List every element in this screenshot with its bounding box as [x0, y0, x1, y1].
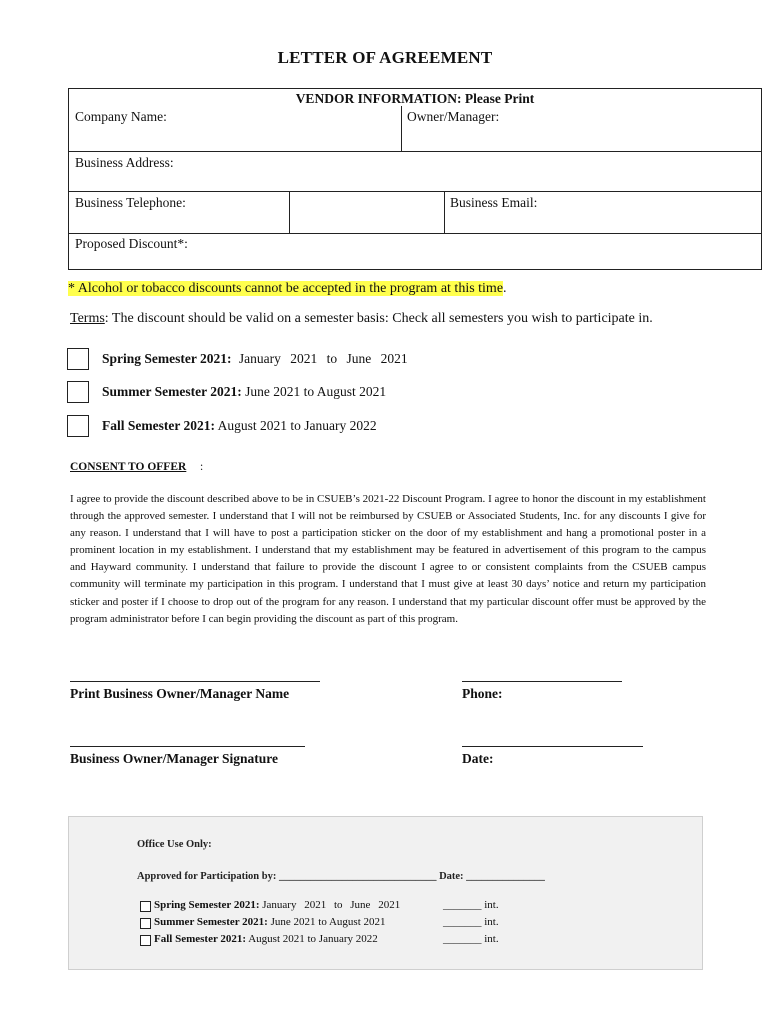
vendor-header: VENDOR INFORMATION: Please Print [295, 91, 535, 106]
vendor-divider [289, 192, 290, 234]
business-telephone-label[interactable]: Business Telephone: [75, 195, 186, 210]
alcohol-note [68, 281, 507, 297]
office-fall-checkbox[interactable] [140, 935, 151, 946]
fall-semester-checkbox[interactable] [67, 415, 89, 437]
vendor-info-table [68, 88, 762, 270]
alcohol-note-end: . [503, 281, 507, 296]
vendor-row-company [69, 89, 761, 152]
vendor-row-contact [69, 192, 761, 234]
phone-label: Phone: [462, 686, 503, 701]
vendor-divider [444, 192, 445, 234]
semester-name: Summer Semester 2021: [154, 916, 268, 928]
terms-text: : The discount should be valid on a semester basis: Check all semesters you wish to participate in. [104, 311, 653, 326]
print-name-line[interactable] [70, 681, 320, 682]
semester-range: June 2021 to August 2021 [245, 384, 387, 399]
alcohol-note-highlight: * Alcohol or tobacco discounts cannot be accepted in the program at this time [68, 281, 504, 296]
office-summer-option [154, 916, 386, 928]
summer-semester-option [102, 384, 386, 400]
fall-semester-option [102, 418, 377, 434]
signature-label: Business Owner/Manager Signature [70, 751, 279, 766]
consent-title: CONSENT TO OFFER [70, 461, 187, 473]
semester-name: Fall Semester 2021: [102, 418, 215, 433]
semester-name: Spring Semester 2021: [154, 899, 260, 911]
business-email-label[interactable]: Business Email: [450, 195, 538, 210]
office-use-title: Office Use Only: [137, 839, 212, 850]
consent-body: I agree to provide the discount described above to be in CSUEB’s 2021-22 Discount Program. I agree to honor the discount in my establishment through the approved semester. I understand that I will not be reimbursed by CSUEB or Associated Students, Inc. for any discounts I give for any reason. I understand that I will have to post a participation sticker on the door of my establishment and hang a promotional poster in a prominent location in my establishment. I understand that my establishment may be featured in advertisement of this program to the campus and Hayward community. I understand that failure to provide the discount I agree to or consistent complaints from the CSUEB campus community will terminate my participation in this program. I understand that I must give at least 30 days’ notice and return my participation sticker and poster if I choose to drop out of the program for any reason. I understand that my particular discount offer must be approved by the program administrator before I can begin providing the discount as part of this program. [70, 493, 706, 625]
office-spring-int[interactable]: _______ int. [443, 899, 499, 911]
semester-name: Fall Semester 2021: [154, 933, 247, 945]
proposed-discount-label[interactable]: Proposed Discount*: [75, 236, 188, 251]
office-spring-option [154, 899, 400, 911]
business-address-label[interactable]: Business Address: [75, 155, 174, 170]
approved-by-line[interactable]: Approved for Participation by: ______________________________ Date: _______________ [137, 871, 545, 882]
semester-name: Spring Semester 2021: [102, 351, 232, 366]
vendor-row-discount [69, 234, 761, 270]
page-title: LETTER OF AGREEMENT [277, 48, 493, 67]
print-name-label: Print Business Owner/Manager Name [70, 686, 290, 701]
date-line[interactable] [462, 746, 643, 747]
terms-label: Terms [70, 311, 105, 326]
vendor-row-address [69, 152, 761, 192]
phone-line[interactable] [462, 681, 622, 682]
signature-line[interactable] [70, 746, 305, 747]
office-fall-int[interactable]: _______ int. [443, 933, 499, 945]
owner-manager-label[interactable]: Owner/Manager: [407, 109, 500, 124]
office-summer-int[interactable]: _______ int. [443, 916, 499, 928]
summer-semester-checkbox[interactable] [67, 381, 89, 403]
semester-range: January 2021 to June 2021 [238, 351, 408, 366]
consent-colon: : [200, 461, 204, 473]
spring-semester-option [102, 351, 408, 367]
semester-name: Summer Semester 2021: [102, 384, 242, 399]
terms-line [70, 311, 653, 327]
semester-range: August 2021 to January 2022 [248, 933, 378, 945]
semester-range: June 2021 to August 2021 [270, 916, 386, 928]
office-spring-checkbox[interactable] [140, 901, 151, 912]
office-use-box [68, 816, 703, 970]
semester-range: January 2021 to June 2021 [262, 899, 401, 911]
semester-range: August 2021 to January 2022 [217, 418, 377, 433]
date-label: Date: [462, 751, 494, 766]
office-fall-option [154, 933, 378, 945]
spring-semester-checkbox[interactable] [67, 348, 89, 370]
company-name-label[interactable]: Company Name: [75, 109, 167, 124]
vendor-divider [401, 106, 402, 152]
office-summer-checkbox[interactable] [140, 918, 151, 929]
